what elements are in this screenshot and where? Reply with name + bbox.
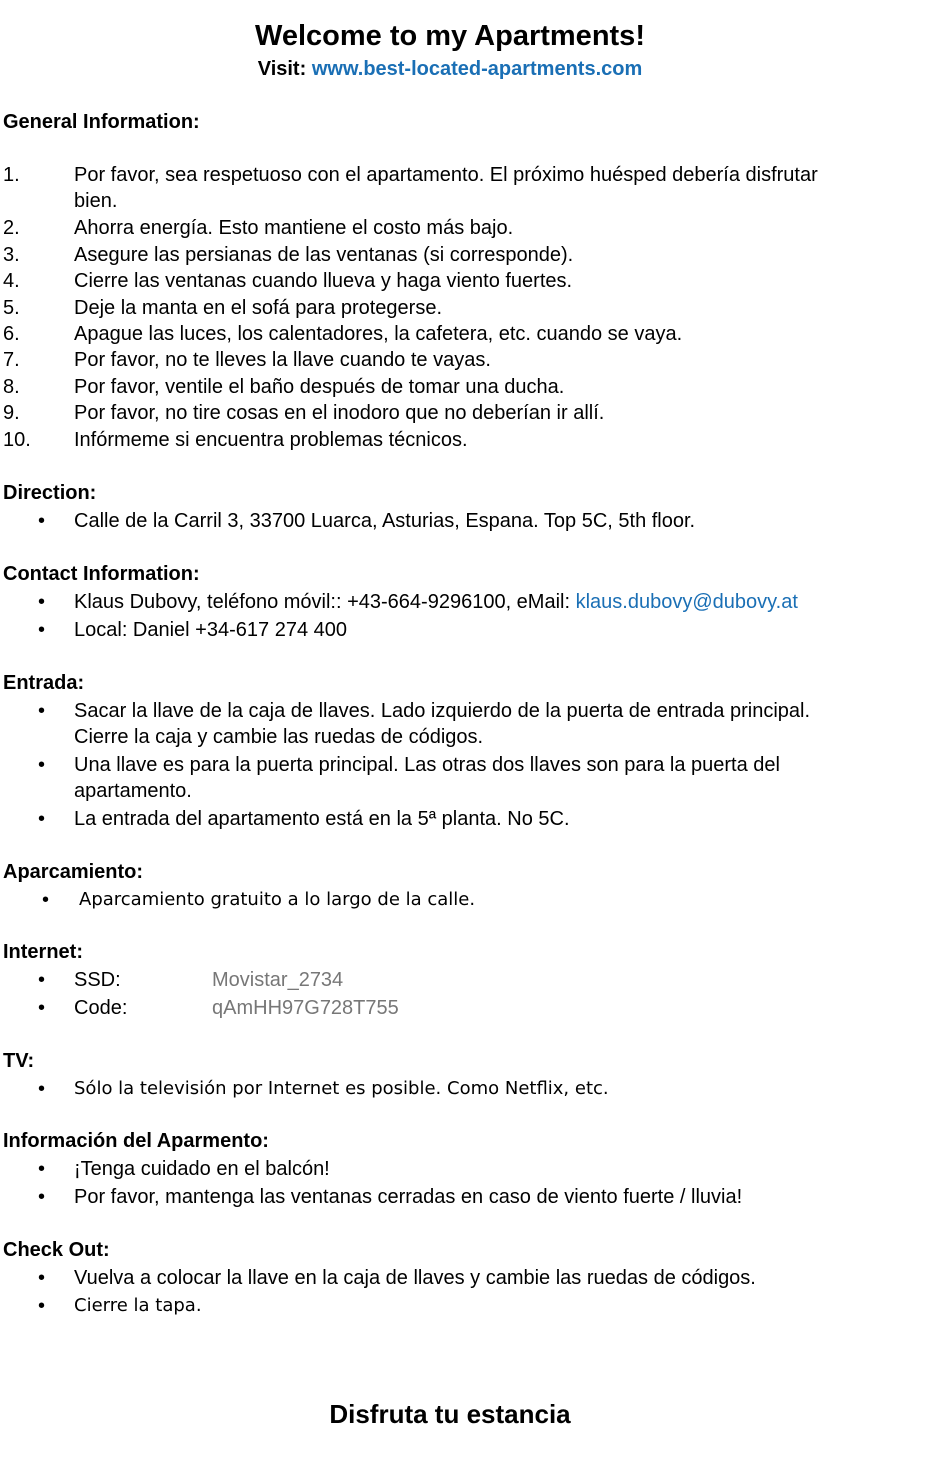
contact-heading: Contact Information: [3, 563, 200, 585]
direction-heading: Direction: [3, 482, 97, 504]
bullet-icon: • [38, 808, 46, 830]
general-item-number: 7. [3, 349, 20, 371]
bullet-icon: • [38, 1295, 46, 1317]
entrada-heading: Entrada: [3, 672, 85, 694]
general-item-text: Ahorra energía. Esto mantiene el costo más bajo. [74, 217, 514, 239]
general-item-number: 6. [3, 323, 20, 345]
general-item-number: 1. [3, 164, 20, 186]
visit-label: Visit: [257, 58, 307, 80]
bullet-icon: • [38, 1078, 46, 1100]
checkout-heading: Check Out: [3, 1239, 110, 1261]
contact-owner [74, 589, 874, 615]
ssd-value: Movistar_2734 [212, 969, 344, 991]
general-item-number: 8. [3, 376, 20, 398]
bullet-icon: • [38, 700, 46, 722]
page-title: Welcome to my Apartments! [255, 20, 645, 52]
entrada-item-2-line-1: Una llave es para la puerta principal. Las otras dos llaves son para la puerta del [74, 754, 780, 776]
info-item-2: Por favor, mantenga las ventanas cerradas en caso de viento fuerte / lluvia! [74, 1186, 743, 1208]
general-item-text: Infórmeme si encuentra problemas técnicos. [74, 429, 468, 451]
general-item-text: Apague las luces, los calentadores, la cafetera, etc. cuando se vaya. [74, 323, 683, 345]
aparcamiento-heading: Aparcamiento: [3, 861, 144, 883]
general-item-number: 10. [3, 429, 31, 451]
entrada-item-2-line-2: apartamento. [74, 780, 192, 802]
general-item-number: 9. [3, 402, 20, 424]
tv-item: Sólo la televisión por Internet es posible. Como Netflix, etc. [74, 1078, 609, 1099]
email-link[interactable]: klaus.dubovy@dubovy.at [575, 591, 798, 613]
bullet-icon: • [38, 1158, 46, 1180]
general-item-number: 4. [3, 270, 20, 292]
direction-address: Calle de la Carril 3, 33700 Luarca, Asturias, Espana. Top 5C, 5th floor. [74, 510, 696, 532]
info-item-1: ¡Tenga cuidado en el balcón! [74, 1158, 330, 1180]
general-heading: General Information: [3, 111, 200, 133]
contact-local: Local: Daniel +34-617 274 400 [74, 619, 347, 641]
info-apartamento-heading: Información del Aparmento: [3, 1130, 269, 1152]
bullet-icon: • [38, 1267, 46, 1289]
bullet-icon: • [38, 754, 46, 776]
aparcamiento-item: Aparcamiento gratuito a lo largo de la calle. [79, 889, 476, 910]
bullet-icon: • [38, 591, 46, 613]
bullet-icon: • [38, 1186, 46, 1208]
general-item-text: Deje la manta en el sofá para protegerse. [74, 297, 442, 319]
general-item-text: Por favor, no te lleves la llave cuando te vayas. [74, 349, 491, 371]
tv-heading: TV: [3, 1050, 35, 1072]
general-item-number: 2. [3, 217, 20, 239]
code-value: qAmHH97G728T755 [212, 997, 399, 1019]
checkout-item-1: Vuelva a colocar la llave en la caja de llaves y cambie las ruedas de códigos. [74, 1267, 756, 1289]
code-label: Code: [74, 997, 128, 1019]
general-item-number: 3. [3, 244, 20, 266]
contact-owner-text: Klaus Dubovy, teléfono móvil:: +43-664-9296100, eMail: [74, 591, 576, 613]
bullet-icon: • [42, 889, 50, 911]
general-item-text: Cierre las ventanas cuando llueva y haga viento fuertes. [74, 270, 573, 292]
general-item-text: Asegure las persianas de las ventanas (si corresponde). [74, 244, 574, 266]
ssd-label: SSD: [74, 969, 121, 991]
bullet-icon: • [38, 619, 46, 641]
internet-heading: Internet: [3, 941, 83, 963]
bullet-icon: • [38, 510, 46, 532]
entrada-item-1-line-1: Sacar la llave de la caja de llaves. Lado izquierdo de la puerta de entrada principal. [74, 700, 811, 722]
general-item-text-continued: bien. [74, 190, 118, 212]
general-item-text: Por favor, ventile el baño después de tomar una ducha. [74, 376, 565, 398]
footer-closing: Disfruta tu estancia [329, 1399, 571, 1429]
bullet-icon: • [38, 969, 46, 991]
general-item-text: Por favor, sea respetuoso con el apartamento. El próximo huésped debería disfrutar [74, 164, 818, 186]
entrada-item-1-line-2: Cierre la caja y cambie las ruedas de códigos. [74, 726, 484, 748]
bullet-icon: • [38, 997, 46, 1019]
checkout-item-2: Cierre la tapa. [74, 1295, 202, 1316]
entrada-item-3: La entrada del apartamento está en la 5ª planta. No 5C. [74, 808, 570, 830]
website-link[interactable]: www.best-located-apartments.com [311, 58, 643, 80]
general-item-number: 5. [3, 297, 20, 319]
visit-line [0, 56, 900, 82]
general-item-text: Por favor, no tire cosas en el inodoro que no deberían ir allí. [74, 402, 605, 424]
